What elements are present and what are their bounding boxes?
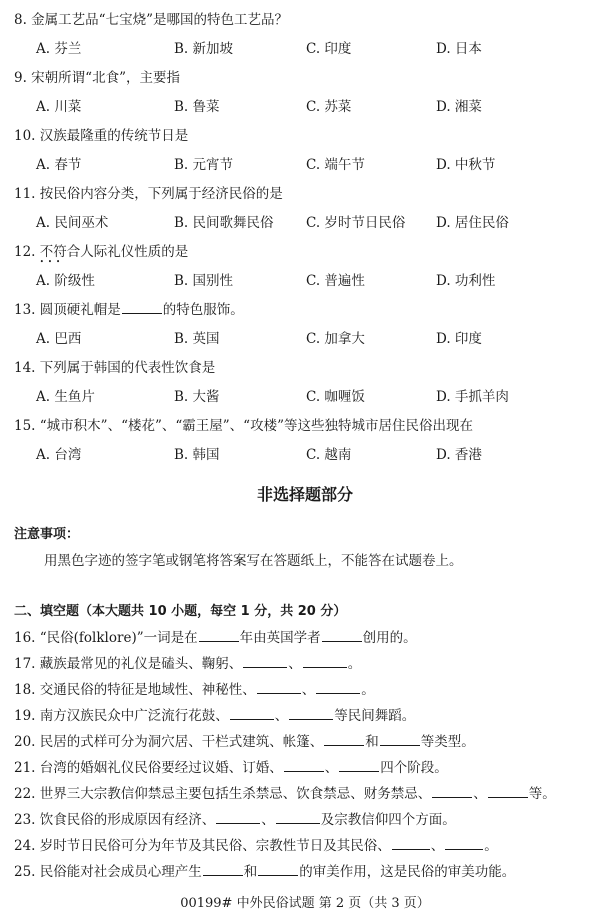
text-part: 、: [473, 786, 487, 802]
text-part: 19. 南方汉族民众中广泛流行花鼓、: [14, 708, 229, 724]
option-d: D. 居住民俗: [436, 215, 509, 231]
answer-blank[interactable]: [258, 863, 298, 876]
question-20: [14, 733, 475, 751]
option-c: C. 端午节: [306, 157, 365, 173]
text-part: 18. 交通民俗的特征是地域性、神秘性、: [14, 682, 256, 698]
question-12-options: [36, 272, 576, 290]
option-a: A. 巴西: [36, 331, 82, 347]
text-part: 和: [243, 864, 258, 880]
option-d: D. 湘菜: [436, 99, 482, 115]
text-part: 22. 世界三大宗教信仰禁忌主要包括生杀禁忌、饮食禁忌、财务禁忌、: [14, 786, 432, 802]
answer-blank[interactable]: [284, 759, 324, 772]
option-b: B. 鲁菜: [174, 99, 220, 115]
answer-blank[interactable]: [122, 301, 162, 314]
option-d: D. 印度: [436, 331, 482, 347]
option-c: C. 普遍性: [306, 273, 365, 289]
answer-blank[interactable]: [324, 733, 364, 746]
option-a: A. 川菜: [36, 99, 82, 115]
option-a: A. 台湾: [36, 447, 82, 463]
question-11: 11. 按民俗内容分类，下列属于经济民俗的是: [14, 186, 283, 202]
option-b: B. 国别性: [174, 273, 234, 289]
answer-blank[interactable]: [216, 811, 260, 824]
question-14: 14. 下列属于韩国的代表性饮食是: [14, 360, 216, 376]
question-23: [14, 811, 456, 829]
text-part: 、: [261, 812, 275, 828]
question-9: 9. 宋朝所谓“北食”，主要指: [14, 70, 180, 86]
text-part: 等。: [528, 786, 556, 802]
question-18: [14, 681, 375, 699]
option-b: B. 新加坡: [174, 41, 234, 57]
answer-blank[interactable]: [339, 759, 379, 772]
question-13-options: [36, 330, 576, 348]
answer-blank[interactable]: [322, 629, 362, 642]
question-12: [14, 243, 188, 261]
text-part: 的审美作用，这是民俗的审美功能。: [299, 864, 516, 880]
notice-heading: 注意事项：: [14, 527, 80, 542]
fill-in-heading: 二、填空题（本大题共 10 小题，每空 1 分，共 20 分）: [14, 604, 347, 619]
option-c: C. 印度: [306, 41, 352, 57]
option-a: A. 春节: [36, 157, 82, 173]
answer-blank[interactable]: [276, 811, 320, 824]
question-24: [14, 837, 498, 855]
text-part: 。: [347, 656, 362, 672]
text-part: 、: [274, 708, 289, 724]
question-8-options: [36, 40, 576, 58]
question-8: 8. 金属工艺品“七宝烧”是哪国的特色工艺品？: [14, 12, 288, 28]
question-17: [14, 655, 361, 673]
option-d: D. 香港: [436, 447, 482, 463]
question-13: [14, 301, 244, 319]
text-part: 23. 饮食民俗的形成原因有经济、: [14, 812, 216, 828]
option-a: A. 生鱼片: [36, 389, 95, 405]
answer-blank[interactable]: [230, 707, 274, 720]
text-part: 年由英国学者: [239, 630, 321, 646]
answer-blank[interactable]: [432, 785, 472, 798]
text-part: 、: [430, 838, 445, 854]
option-c: C. 越南: [306, 447, 352, 463]
question-16: [14, 629, 417, 647]
answer-blank[interactable]: [257, 681, 301, 694]
text-part: 16. “民俗(folklore)”一词是在: [14, 630, 198, 646]
question-11-options: [36, 214, 576, 232]
answer-blank[interactable]: [289, 707, 333, 720]
question-stem-prefix: 13. 圆顶硬礼帽是: [14, 302, 121, 318]
text-part: 25. 民俗能对社会成员心理产生: [14, 864, 202, 880]
option-b: B. 大酱: [174, 389, 220, 405]
page-footer: 00199# 中外民俗试题 第 2 页（共 3 页）: [180, 896, 430, 911]
question-15: 15. “城市积木”、“楼花”、“霸王屋”、“攻楼”等这些独特城市居住民俗出现在: [14, 418, 473, 434]
text-part: 和: [365, 734, 379, 750]
answer-blank[interactable]: [243, 655, 287, 668]
option-c: C. 苏菜: [306, 99, 352, 115]
text-part: 20. 民居的式样可分为洞穴居、干栏式建筑、帐篷、: [14, 734, 324, 750]
answer-blank[interactable]: [392, 837, 430, 850]
option-b: B. 英国: [174, 331, 220, 347]
option-a: A. 芬兰: [36, 41, 82, 57]
option-b: B. 韩国: [174, 447, 220, 463]
answer-blank[interactable]: [380, 733, 420, 746]
question-stem-prefix: 12.: [14, 244, 40, 260]
option-d: D. 日本: [436, 41, 482, 57]
emphasis-text: 不符合 •••: [40, 244, 81, 260]
answer-blank[interactable]: [445, 837, 483, 850]
option-d: D. 功利性: [436, 273, 496, 289]
answer-blank[interactable]: [303, 655, 347, 668]
question-25: [14, 863, 515, 881]
answer-blank[interactable]: [199, 629, 239, 642]
text-part: 等民间舞蹈。: [334, 708, 416, 724]
option-c: C. 咖喱饭: [306, 389, 365, 405]
notice-body: 用黑色字迹的签字笔或钢笔将答案写在答题纸上，不能答在试题卷上。: [44, 553, 463, 569]
text-part: 创用的。: [362, 630, 417, 646]
option-c: C. 岁时节日民俗: [306, 215, 406, 231]
option-c: C. 加拿大: [306, 331, 365, 347]
answer-blank[interactable]: [488, 785, 528, 798]
option-d: D. 手抓羊肉: [436, 389, 509, 405]
text-part: 。: [484, 838, 498, 854]
question-22: [14, 785, 556, 803]
answer-blank[interactable]: [203, 863, 243, 876]
text-part: 、: [288, 656, 302, 672]
option-a: A. 阶级性: [36, 273, 95, 289]
option-d: D. 中秋节: [436, 157, 496, 173]
question-stem-suffix: 人际礼仪性质的是: [80, 244, 189, 260]
text-part: 等类型。: [420, 734, 475, 750]
question-14-options: [36, 388, 576, 406]
option-b: B. 元宵节: [174, 157, 234, 173]
text-part: 24. 岁时节日民俗可分为年节及其民俗、宗教性节日及其民俗、: [14, 838, 391, 854]
answer-blank[interactable]: [316, 681, 360, 694]
text-part: 及宗教信仰四个方面。: [320, 812, 456, 828]
text-part: 。: [361, 682, 375, 698]
question-21: [14, 759, 448, 777]
question-10-options: [36, 156, 576, 174]
text-part: 、: [324, 760, 339, 776]
question-19: [14, 707, 415, 725]
text-part: 17. 藏族最常见的礼仪是磕头、鞠躬、: [14, 656, 243, 672]
option-a: A. 民间巫术: [36, 215, 109, 231]
option-b: B. 民间歌舞民俗: [174, 215, 274, 231]
text-part: 四个阶段。: [380, 760, 448, 776]
section-title: 非选择题部分: [256, 485, 353, 504]
question-15-options: [36, 446, 576, 464]
question-stem-suffix: 的特色服饰。: [162, 302, 244, 318]
text-part: 21. 台湾的婚姻礼仪民俗要经过议婚、订婚、: [14, 760, 283, 776]
question-10: 10. 汉族最隆重的传统节日是: [14, 128, 189, 144]
question-9-options: [36, 98, 576, 116]
text-part: 、: [301, 682, 316, 698]
